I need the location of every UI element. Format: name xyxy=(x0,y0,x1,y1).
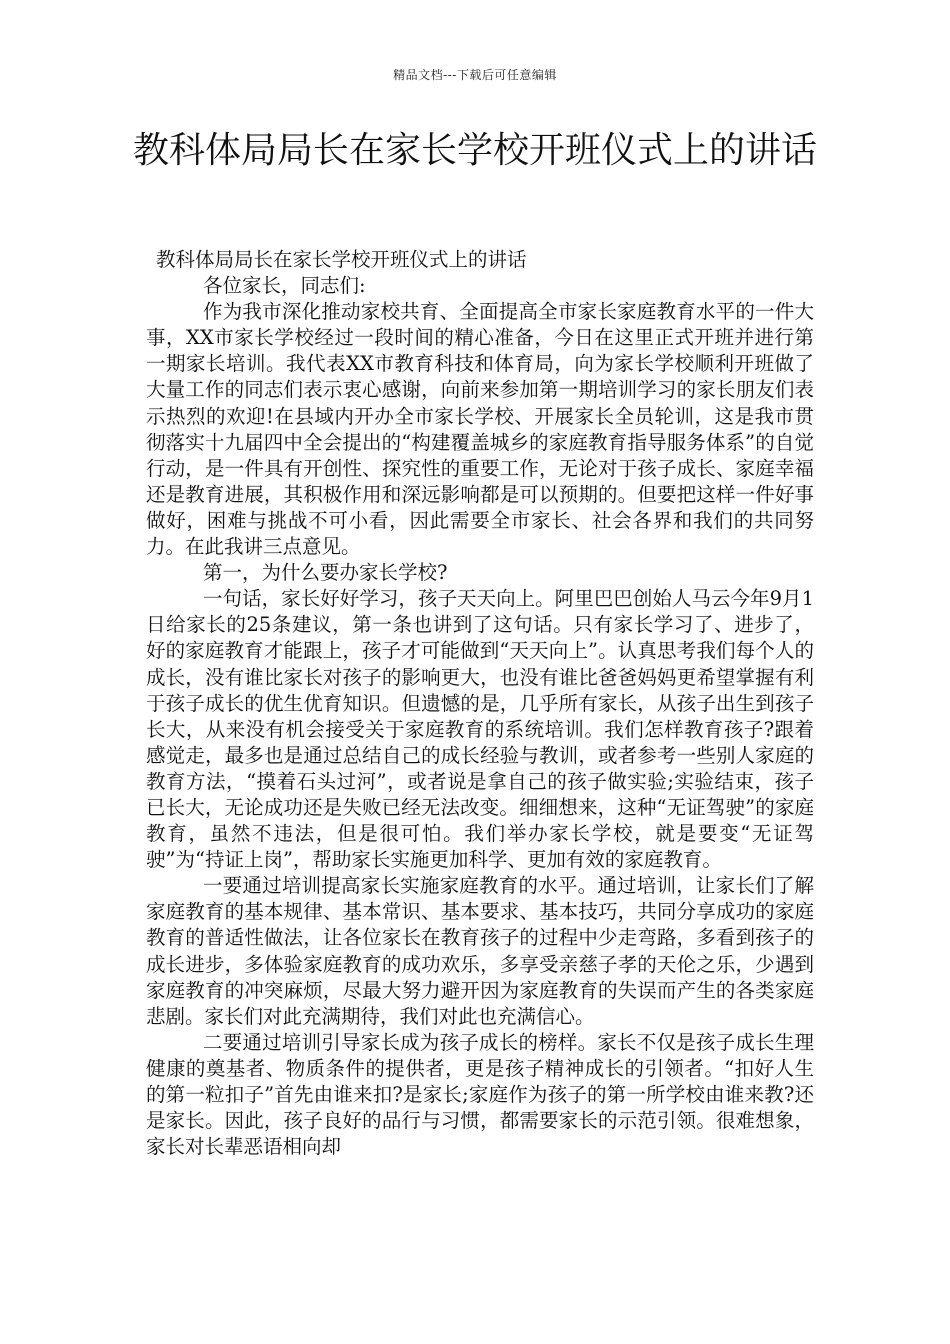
document-title: 教科体局局长在家长学校开班仪式上的讲话 xyxy=(132,130,817,171)
paragraph-point-two: 二要通过培训引导家长成为孩子成长的榜样。家长不仅是孩子成长生理健康的奠基者、物质条件的提供者，更是孩子精神成长的引领者。“扣好人生的第一粒扣子”首先由谁来扣?是家长;家庭作为孩子的第一所学校由谁来教?还是家长。因此，孩子良好的品行与习惯，都需要家长的示范引领。很难想象，家长对长辈恶语相向却 xyxy=(146,1030,814,1159)
paragraph-why: 一句话，家长好好学习，孩子天天向上。阿里巴巴创始人马云今年9月1日给家长的25条建议，第一条也讲到了这句话。只有家长学习了、进步了，好的家庭教育才能跟上，孩子才可能做到“天天向上”。认真思考我们每个人的成长，没有谁比家长对孩子的影响更大，也没有谁比爸爸妈妈更希望掌握有利于孩子成长的优生优育知识。但遗憾的是，几乎所有家长，从孩子出生到孩子长大，从来没有机会接受关于家庭教育的系统培训。我们怎样教育孩子?跟着感觉走，最多也是通过总结自己的成长经验与教训，或者参考一些别人家庭的教育方法，“摸着石头过河”，或者说是拿自己的孩子做实验;实验结束，孩子已长大，无论成功还是失败已经无法改变。细细想来，这种“无证驾驶”的家庭教育，虽然不违法，但是很可怕。我们举办家长学校，就是要变“无证驾驶”为“持证上岗”，帮助家长实施更加科学、更加有效的家庭教育。 xyxy=(146,587,814,872)
paragraph-point-one: 一要通过培训提高家长实施家庭教育的水平。通过培训，让家长们了解家庭教育的基本规律、基本常识、基本要求、基本技巧，共同分享成功的家庭教育的普适性做法，让各位家长在教育孩子的过程中少走弯路，多看到孩子的成长进步，多体验家庭教育的成功欢乐，多享受亲慈子孝的天伦之乐，少遇到家庭教育的冲突麻烦，尽最大努力避开因为家庭教育的失误而产生的各类家庭悲剧。家长们对此充满期待，我们对此也充满信心。 xyxy=(146,874,814,1028)
paragraph-intro: 作为我市深化推动家校共育、全面提高全市家长家庭教育水平的一件大事，XX市家长学校经过一段时间的精心准备，今日在这里正式开班并进行第一期家长培训。我代表XX市教育科技和体育局，向为家长学校顺利开班做了大量工作的同志们表示衷心感谢，向前来参加第一期培训学习的家长朋友们表示热烈的欢迎!在县域内开办全市家长学校、开展家长全员轮训，这是我市贯彻落实十九届四中全会提出的“构建覆盖城乡的家庭教育指导服务体系”的自觉行动，是一件具有开创性、探究性的重要工作，无论对于孩子成长、家庭幸福还是教育进展，其积极作用和深远影响都是可以预期的。但要把这样一件好事做好，困难与挑战不可小看，因此需要全市家长、社会各界和我们的共同努力。在此我讲三点意见。 xyxy=(146,300,814,559)
section-heading-first: 第一，为什么要办家长学校? xyxy=(203,561,448,585)
header-note: 精品文档---下载后可任意编辑 xyxy=(393,68,557,82)
speech-subtitle: 教科体局局长在家长学校开班仪式上的讲话 xyxy=(156,248,527,271)
salutation: 各位家长，同志们: xyxy=(203,274,366,298)
document-body xyxy=(146,247,814,1160)
